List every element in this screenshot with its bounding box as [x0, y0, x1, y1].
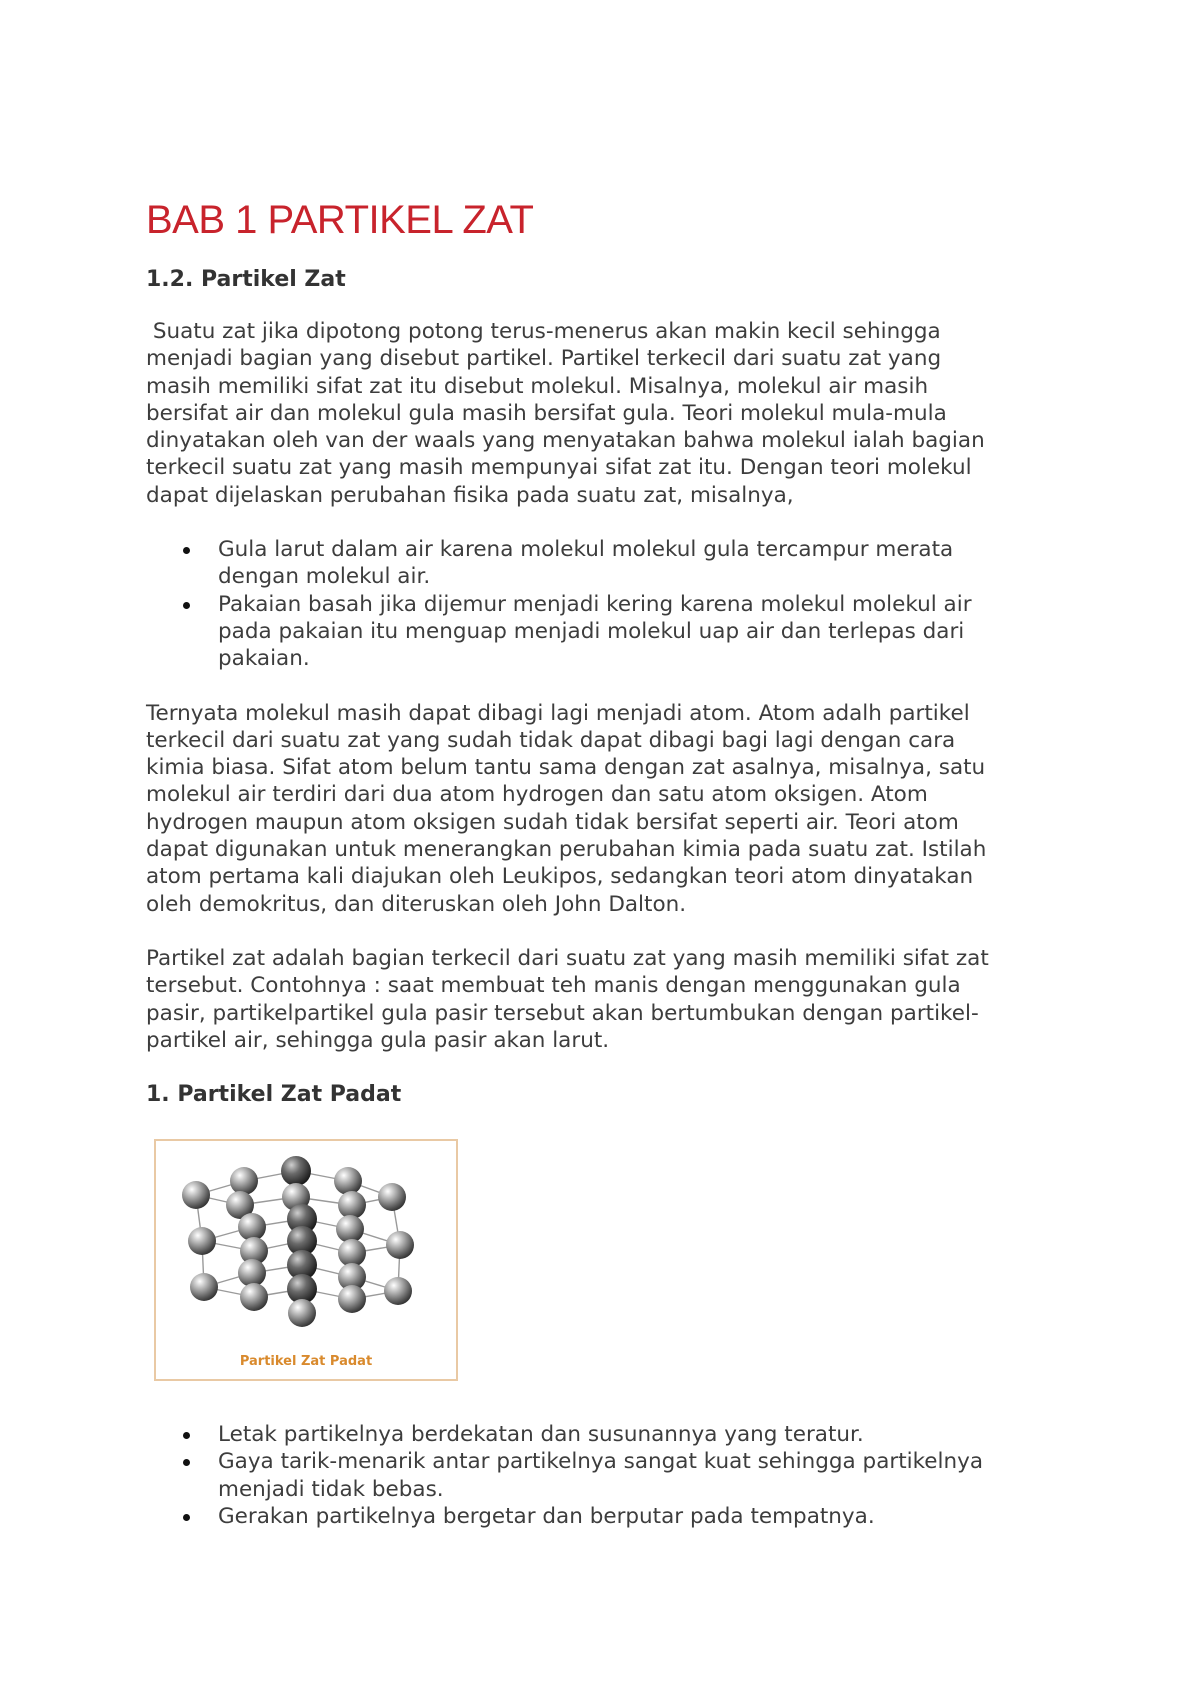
text-line: pada pakaian itu menguap menjadi molekul uap air dan terlepas dari — [218, 618, 965, 644]
text-line: atom pertama kali diajukan oleh Leukipos, sedangkan teori atom dinyatakan — [146, 864, 974, 890]
lattice-particle — [238, 1213, 266, 1241]
lattice-particles — [182, 1156, 414, 1327]
page-title: BAB 1 PARTIKEL ZAT — [146, 198, 534, 242]
lattice-particle — [190, 1273, 218, 1301]
paragraph-intro — [146, 318, 1076, 509]
lattice-particle — [230, 1167, 258, 1195]
list-item — [218, 1421, 1076, 1448]
text-line: menjadi bagian yang disebut partikel. Partikel terkecil dari suatu zat yang — [146, 346, 942, 372]
text-line: partikel air, sehingga gula pasir akan larut. — [146, 1027, 610, 1053]
text-line: Pakaian basah jika dijemur menjadi kering karena molekul molekul air — [218, 591, 972, 617]
list-item — [218, 1448, 1076, 1503]
text-line: Letak partikelnya berdekatan dan susunannya yang teratur. — [218, 1422, 864, 1448]
text-line: Gula larut dalam air karena molekul molekul gula tercampur merata — [218, 537, 954, 563]
text-line: dinyatakan oleh van der waals yang menyatakan bahwa molekul ialah bagian — [146, 428, 985, 454]
text-line: Ternyata molekul masih dapat dibagi lagi menjadi atom. Atom adalh partikel — [146, 700, 970, 726]
lattice-particle — [288, 1299, 316, 1327]
lattice-particle — [334, 1167, 362, 1195]
bullet-list-solid-properties — [146, 1421, 1076, 1530]
text-line: pasir, partikelpartikel gula pasir tersebut akan bertumbukan dengan partikel- — [146, 1000, 979, 1026]
text-line: terkecil dari suatu zat yang sudah tidak dapat dibagi bagi lagi dengan cara — [146, 727, 956, 753]
paragraph-definition — [146, 945, 1076, 1054]
text-line: Gaya tarik-menarik antar partikelnya sangat kuat sehingga partikelnya — [218, 1449, 984, 1475]
list-item — [218, 1503, 1076, 1530]
list-item — [218, 591, 1076, 673]
text-line: Partikel zat adalah bagian terkecil dari suatu zat yang masih memiliki sifat zat — [146, 945, 989, 971]
lattice-particle — [378, 1183, 406, 1211]
text-line: dapat digunakan untuk menerangkan perubahan kimia pada suatu zat. Istilah — [146, 837, 987, 863]
lattice-particle — [338, 1191, 366, 1219]
list-item — [218, 536, 1076, 591]
text-line: Gerakan partikelnya bergetar dan berputar pada tempatnya. — [218, 1504, 875, 1530]
lattice-particle — [238, 1259, 266, 1287]
text-line: hydrogen maupun atom oksigen sudah tidak bersifat seperti air. Teori atom — [146, 809, 959, 835]
lattice-particle — [240, 1283, 268, 1311]
lattice-particle — [386, 1231, 414, 1259]
paragraph-atom — [146, 700, 1076, 918]
text-line: dengan molekul air. — [218, 564, 431, 590]
lattice-illustration — [156, 1141, 456, 1379]
solid-particle-figure — [154, 1139, 458, 1381]
text-line: tersebut. Contohnya : saat membuat teh manis dengan menggunakan gula — [146, 973, 961, 999]
text-line: masih memiliki sifat zat itu disebut molekul. Misalnya, molekul air masih — [146, 373, 929, 399]
lattice-particle — [384, 1277, 412, 1305]
lattice-particle — [281, 1156, 311, 1186]
lattice-particle — [336, 1215, 364, 1243]
text-line: menjadi tidak bebas. — [218, 1476, 444, 1502]
bullet-list-physical-changes — [146, 536, 1076, 672]
lattice-particle — [182, 1181, 210, 1209]
text-line: terkecil suatu zat yang masih mempunyai sifat zat itu. Dengan teori molekul — [146, 455, 972, 481]
text-line: molekul air terdiri dari dua atom hydrogen dan satu atom oksigen. Atom — [146, 782, 928, 808]
section-heading-partikel-zat: 1.2. Partikel Zat — [146, 267, 346, 292]
lattice-particle — [338, 1239, 366, 1267]
text-line: oleh demokritus, dan diteruskan oleh John Dalton. — [146, 891, 687, 917]
lattice-particle — [338, 1285, 366, 1313]
text-line: dapat dijelaskan perubahan fisika pada suatu zat, misalnya, — [146, 482, 794, 508]
document-content — [146, 196, 1076, 1530]
text-line: pakaian. — [218, 646, 310, 672]
text-line: kimia biasa. Sifat atom belum tantu sama dengan zat asalnya, misalnya, satu — [146, 755, 986, 781]
figure-caption: Partikel Zat Padat — [239, 1354, 373, 1370]
text-line: bersifat air dan molekul gula masih bersifat gula. Teori molekul mula-mula — [146, 400, 947, 426]
lattice-particle — [188, 1227, 216, 1255]
text-line: Suatu zat jika dipotong potong terus-menerus akan makin kecil sehingga — [146, 319, 941, 344]
section-heading-zat-padat: 1. Partikel Zat Padat — [146, 1082, 402, 1108]
